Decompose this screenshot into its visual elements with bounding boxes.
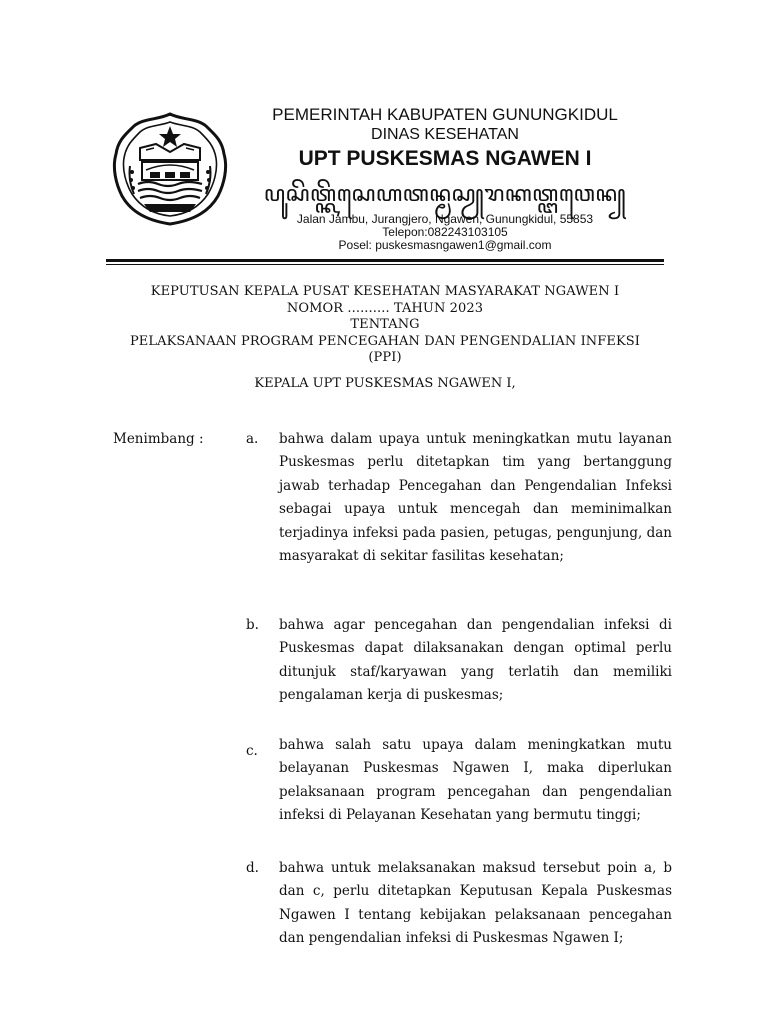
decree-subject: PELAKSANAAN PROGRAM PENCEGAHAN DAN PENGENDALIAN INFEKSI: [129, 333, 641, 349]
letterhead-divider-thick: [106, 259, 664, 262]
issuer-heading: KEPALA UPT PUSKESMAS NGAWEN I,: [254, 376, 516, 391]
gunungkidul-emblem-logo: [110, 110, 230, 228]
item-letter: a.: [246, 431, 259, 447]
letterhead-institution: UPT PUSKESMAS NGAWEN I: [298, 147, 592, 170]
decree-number: NOMOR .......... TAHUN 2023: [286, 300, 484, 316]
letterhead-javanese-script: ꦥꦸꦱꦼꦠ꧀ꦏꦼꦱꦺꦲꦠꦤ꧀ꦩꦱꦾꦫꦏꦠ꧀ꦔꦮꦺꦤ꧀: [263, 182, 627, 207]
decree-title-line: KEPUTUSAN KEPALA PUSAT KESEHATAN MASYARAKAT NGAWEN I: [150, 284, 620, 299]
decree-title: [100, 284, 670, 367]
letterhead-email: Posel: puskesmasngawen1@gmail.com: [338, 238, 552, 252]
item-letter: c.: [246, 743, 258, 759]
menimbang-label: Menimbang :: [113, 431, 204, 447]
decree-subject-abbr: (PPI): [368, 350, 402, 365]
item-text: bahwa agar pencegahan dan pengendalian infeksi di Puskesmas dapat dilaksanakan dengan optimal perlu ditunjuk staf/karyawan yang terlatih dan memiliki pengalaman kerja di puskesmas;: [279, 617, 672, 704]
item-letter: b.: [246, 617, 259, 633]
item-text: bahwa untuk melaksanakan maksud tersebut poin a, b dan c, perlu ditetapkan Keputusan Kepala Puskesmas Ngawen I tentang kebijakan pelaksanaan pencegahan dan pengendalian infeksi di Puskesmas Ngawen I;: [279, 860, 672, 947]
decree-about: TENTANG: [350, 317, 420, 332]
letterhead-phone: Telepon:082243103105: [382, 225, 508, 239]
letterhead: [240, 104, 650, 252]
item-letter: d.: [246, 860, 259, 876]
letterhead-government: PEMERINTAH KABUPATEN GUNUNGKIDUL: [272, 105, 618, 124]
letterhead-divider-thin: [106, 264, 664, 265]
letterhead-address: Jalan Jambu, Jurangjero, Ngawen, Gunungkidul, 55853: [296, 212, 594, 226]
item-text: bahwa dalam upaya untuk meningkatkan mutu layanan Puskesmas perlu ditetapkan tim yang bertanggung jawab terhadap Pencegahan dan Pengendalian Infeksi sebagai upaya untuk mencegah dan meminimalkan terjadinya infeksi pada pasien, petugas, pengunjung, dan masyarakat di sekitar fasilitas kesehatan;: [279, 431, 672, 565]
letterhead-department: DINAS KESEHATAN: [371, 126, 519, 143]
item-text: bahwa salah satu upaya dalam meningkatkan mutu belayanan Puskesmas Ngawen I, maka diperlukan pelaksanaan program pencegahan dan pengendalian infeksi di Pelayanan Kesehatan yang bermutu tinggi;: [279, 737, 672, 824]
